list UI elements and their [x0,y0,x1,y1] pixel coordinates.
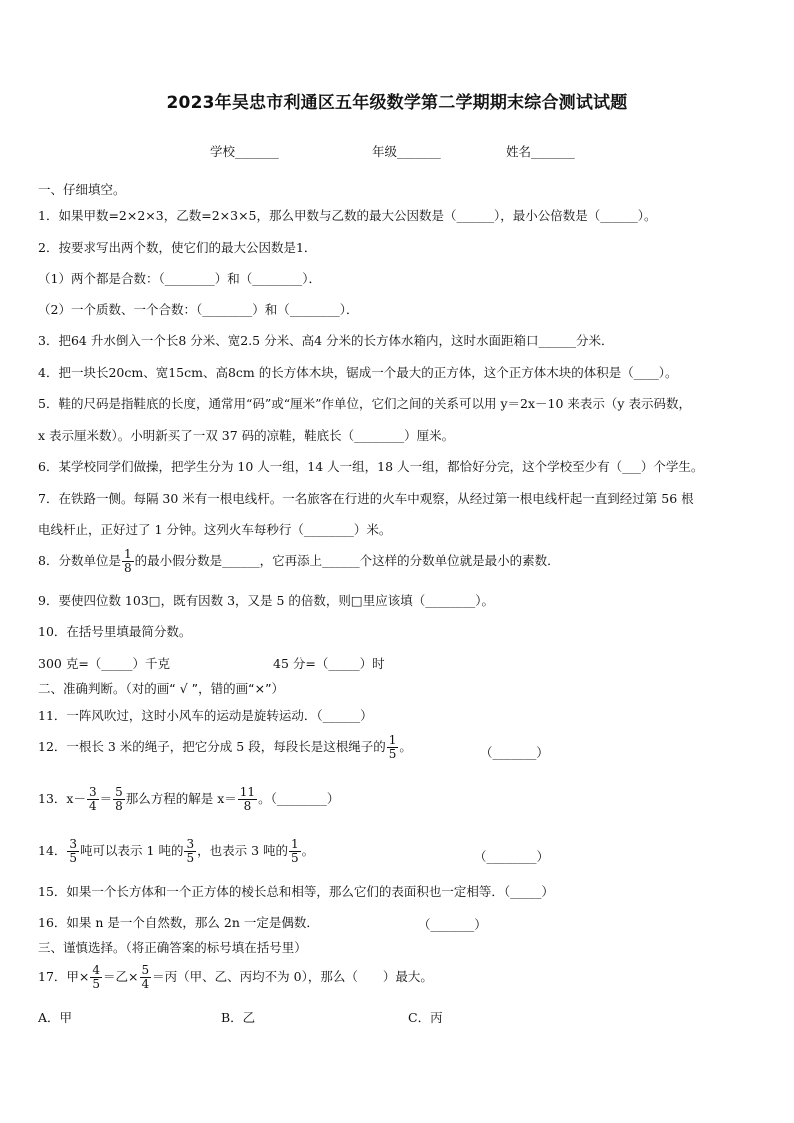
fraction-three-fourths [87,786,99,813]
question-14-text-2: ，也表示 3 吨的 [197,843,288,858]
question-17-prefix: 17．甲× [38,969,90,984]
question-17-middle: ＝乙× [103,969,139,984]
question-11: 11．一阵风吹过，这时小风车的运动是旋转运动．（______） [38,708,373,723]
section-choice: 三、谨慎选择。（将正确答案的标号填在括号里） [38,940,307,955]
question-14-suffix: 。 [301,843,315,858]
question-8-prefix: 8．分数单位是 [38,553,121,568]
question-4: 4．把一块长20cm、宽15cm、高8cm 的长方体木块，锯成一个最大的正方体，这个正方体木块的体积是（____）。 [38,365,678,380]
section-judgement: 二、准确判断。（对的画“ √ ”，错的画“×”） [38,681,285,696]
question-10-part-b: 45 分=（_____）时 [273,656,385,671]
fraction-denominator: 5 [291,851,299,865]
question-9: 9．要使四位数 103□，既有因数 3，又是 5 的倍数，则□里应该填（________）。 [38,593,494,608]
fraction-denominator: 5 [92,977,101,991]
fraction-one-fifth [387,734,399,761]
fraction-four-fifths [90,964,102,991]
question-14-prefix: 14． [38,843,67,858]
question-2-part-2: （2）一个质数、一个合数：（________）和（________）． [38,302,359,317]
question-3: 3．把64 升水倒入一个长8 分米、宽2.5 分米、高4 分米的长方体水箱内，这时水面距箱口______分米． [38,333,614,348]
question-10: 10．在括号里填最简分数。 [38,624,192,639]
fraction-three-fifths-2 [184,838,196,865]
option-c: C．丙 [408,1010,443,1025]
option-b: B．乙 [221,1010,256,1025]
fraction-numerator: 1 [291,837,299,851]
fraction-one-eighth [122,548,134,575]
question-7-line-1: 7．在铁路一侧。每隔 30 米有一根电线杆。一名旅客在行进的火车中观察，从经过第一根电线杆起一直到经过第 56 根 [38,491,694,506]
grade-field: 年级_______ [372,144,441,159]
question-7-line-2: 电线杆止，正好过了 1 分钟。这列火车每秒行（________）米。 [38,522,392,537]
question-2: 2．按要求写出两个数，使它们的最大公因数是1． [38,240,317,255]
question-15: 15．如果一个长方体和一个正方体的棱长总和相等，那么它们的表面积也一定相等．（_____） [38,884,554,899]
fraction-three-fifths [67,838,79,865]
name-field: 姓名_______ [506,144,575,159]
fraction-denominator: 5 [69,851,78,865]
question-5-line-2: x 表示厘米数）。小明新买了一双 37 码的凉鞋，鞋底长（________）厘米。 [38,428,455,443]
question-1: 1．如果甲数=2×2×3，乙数=2×3×5，那么甲数与乙数的最大公因数是（______），最小公倍数是（______）。 [38,208,657,223]
question-17-suffix: ＝丙（甲、乙、丙均不为 0），那么（ ）最大。 [152,969,433,984]
fraction-denominator: 8 [123,561,132,575]
question-10-part-a: 300 克=（_____）千克 [38,656,171,671]
question-12 [38,734,412,761]
question-14 [38,838,314,865]
fraction-eleven-eighths [238,786,257,813]
question-16-answer-blank: （_______） [418,917,487,932]
question-17 [38,964,433,991]
question-5-line-1: 5．鞋的尺码是指鞋底的长度，通常用“码”或“厘米”作单位，它们之间的关系可以用 y＝2x－10 来表示（y 表示码数， [38,396,691,411]
question-8 [38,548,560,575]
question-13-middle: 那么方程的解是 x＝ [125,791,237,806]
question-16: 16．如果 n 是一个自然数，那么 2n 一定是偶数． [38,915,319,930]
question-6: 6．某学校同学们做操，把学生分为 10 人一组，14 人一组，18 人一组，都恰好分完，这个学校至少有（___）个学生。 [38,459,704,474]
question-8-suffix: 的最小假分数是______，它再添上______个这样的分数单位就是最小的素数． [134,553,560,568]
fraction-numerator: 1 [388,733,397,747]
fraction-numerator: 5 [115,785,123,799]
fraction-denominator: 4 [141,977,150,991]
question-13 [38,786,339,813]
page-title: 2023年吴忠市利通区五年级数学第二学期期末综合测试试题 [166,93,628,113]
option-a: A．甲 [38,1010,73,1025]
question-14-answer-blank: （________） [474,849,550,864]
fraction-denominator: 8 [243,799,252,813]
fraction-denominator: 5 [388,747,397,761]
fraction-numerator: 5 [141,963,150,977]
fraction-numerator: 3 [88,785,97,799]
fraction-five-fourths [140,964,152,991]
question-12-answer-blank: （_______） [480,745,549,760]
equals-sign: ＝ [99,791,113,806]
fraction-numerator: 11 [239,785,256,799]
school-field: 学校_______ [210,144,279,159]
question-14-text-1: 吨可以表示 1 吨的 [80,843,184,858]
fraction-five-eighths [113,786,125,813]
question-13-suffix: 。（________） [258,791,340,806]
fraction-denominator: 5 [186,851,195,865]
fraction-denominator: 4 [88,799,97,813]
fraction-numerator: 3 [186,837,195,851]
fraction-numerator: 1 [123,547,132,561]
fraction-one-fifth-2 [289,838,301,865]
fraction-numerator: 3 [69,837,78,851]
fraction-numerator: 4 [92,963,101,977]
section-fill-in: 一、仔细填空。 [38,182,126,197]
question-12-suffix: 。 [399,739,412,754]
fraction-denominator: 8 [115,799,123,813]
question-13-prefix: 13．x－ [38,791,86,806]
question-2-part-1: （1）两个都是合数：（________）和（________）． [38,271,321,286]
question-12-text: 12．一根长 3 米的绳子，把它分成 5 段，每段长是这根绳子的 [38,739,386,754]
